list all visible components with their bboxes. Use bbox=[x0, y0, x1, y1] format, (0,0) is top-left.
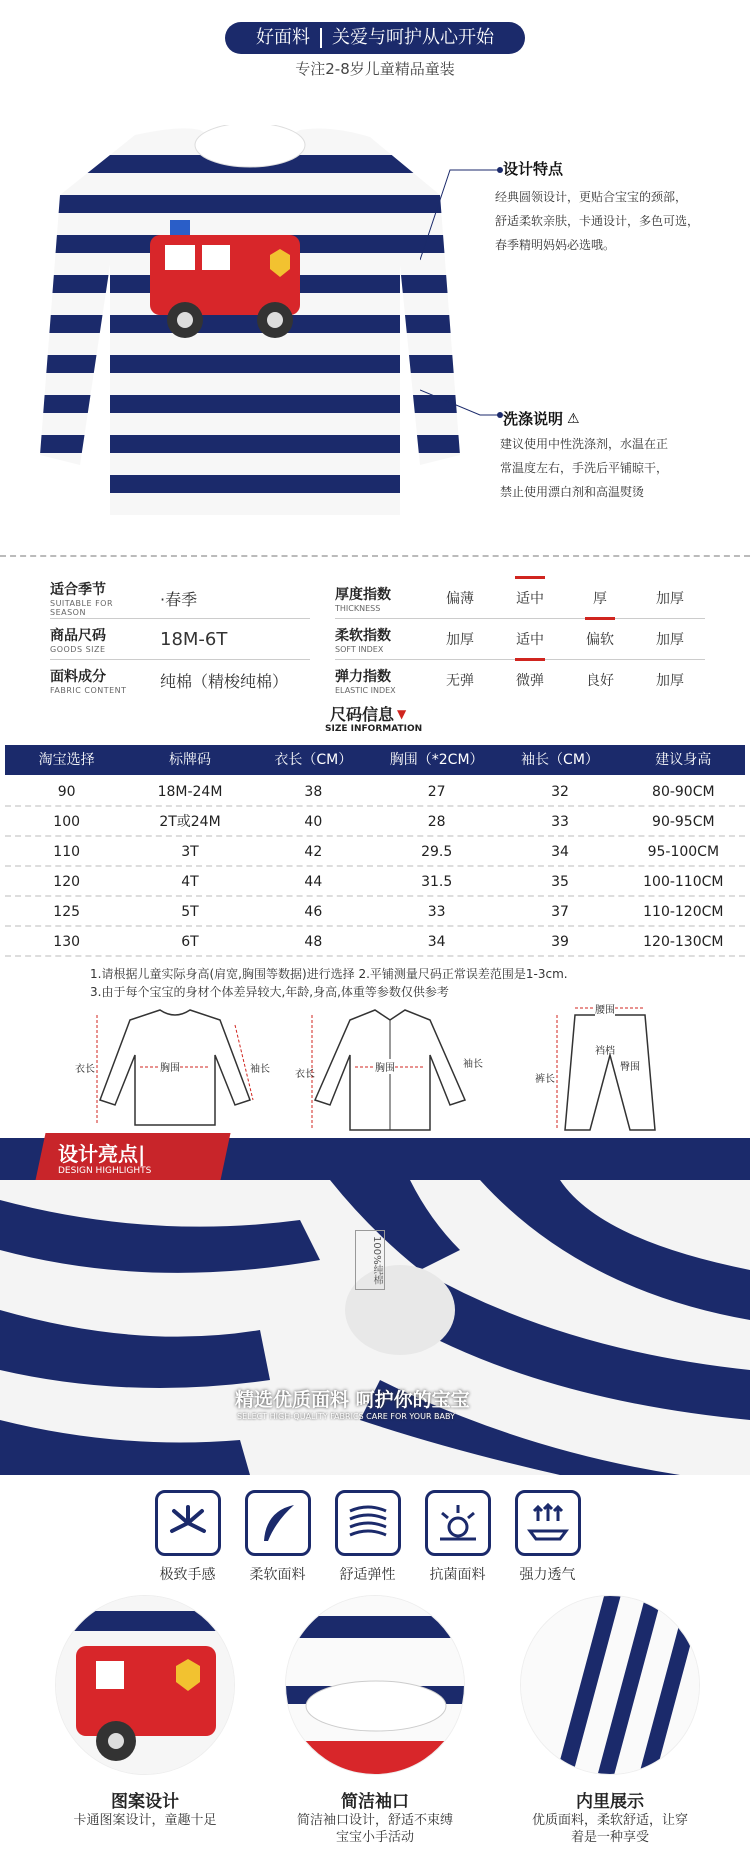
table-cell: 110 bbox=[53, 844, 81, 860]
feature-text: 宝宝小手活动 bbox=[335, 1830, 414, 1845]
size-note: 3.由于每个宝宝的身材个体差异较大,年龄,身高,体重等参数仅供参考 bbox=[90, 985, 449, 999]
feature-inner bbox=[500, 1595, 720, 1846]
index-option-selected: 偏软 bbox=[565, 629, 635, 649]
size-table-header bbox=[5, 745, 745, 775]
table-cell: 48 bbox=[304, 934, 323, 950]
wash-line: 常温度左右，手洗后平铺晾干， bbox=[500, 461, 669, 475]
index-option: 良好 bbox=[586, 673, 614, 689]
header-pill-right: 关爱与呵护从心开始 bbox=[332, 27, 494, 48]
size-info-title: 尺码信息 bbox=[330, 705, 395, 724]
size-header-cell: 标牌码 bbox=[168, 752, 211, 768]
design-feature-line: 舒适柔软亲肤，卡通设计，多色可选， bbox=[495, 214, 700, 228]
header-subtitle: 专注2-8岁儿童精品童装 bbox=[295, 60, 455, 78]
size-note: 1.请根据儿童实际身高(肩宽,胸围等数据)进行选择 2.平铺测量尺码正常误差范围是1-3cm. bbox=[90, 967, 568, 981]
diagram-label: 衣长 bbox=[295, 1069, 315, 1080]
wave-icon bbox=[335, 1490, 401, 1556]
wash-title-row bbox=[503, 408, 580, 429]
cuff-photo bbox=[285, 1595, 465, 1775]
index-row bbox=[335, 660, 705, 700]
table-cell: 18M-24M bbox=[157, 784, 223, 800]
size-header-cell: 衣长（CM） bbox=[274, 752, 353, 768]
attribute-row bbox=[50, 619, 310, 659]
index-option: 加厚 bbox=[656, 591, 684, 607]
table-cell: 39 bbox=[551, 934, 569, 950]
table-cell: 37 bbox=[551, 904, 569, 920]
feature-text: 简洁袖口设计，舒适不束缚 bbox=[296, 1813, 453, 1828]
attribute-value: 18M-6T bbox=[160, 628, 228, 650]
index-option: 无弹 bbox=[446, 673, 474, 689]
pattern-photo bbox=[55, 1595, 235, 1775]
attribute-value: 纯棉（精梭纯棉） bbox=[160, 671, 289, 691]
diagram-label: 裆档 bbox=[595, 1046, 615, 1057]
table-cell: 38 bbox=[304, 784, 323, 800]
feature-icon-label: 舒适弹性 bbox=[339, 1567, 396, 1583]
attribute-en: FABRIC CONTENT bbox=[50, 685, 127, 695]
fabric-photo bbox=[0, 1180, 750, 1475]
highlight-tag-en: DESIGN HIGHLIGHTS bbox=[58, 1166, 152, 1176]
diagram-label: 袖长 bbox=[250, 1064, 270, 1075]
index-option: 厚 bbox=[593, 591, 607, 607]
index-option-selected: 适中 bbox=[495, 588, 565, 608]
table-row bbox=[5, 928, 745, 957]
table-cell: 130 bbox=[53, 934, 81, 950]
header-separator bbox=[320, 28, 322, 48]
feature-icon-item bbox=[330, 1490, 405, 1584]
feature-icon-label: 抗菌面料 bbox=[429, 1567, 486, 1583]
attribute-en: SUITABLE FOR SEASON bbox=[50, 599, 114, 617]
feature-pattern bbox=[35, 1595, 255, 1829]
size-header-cell: 淘宝选择 bbox=[38, 752, 95, 768]
table-cell: 90 bbox=[57, 784, 76, 800]
index-option: 加厚 bbox=[446, 632, 474, 648]
table-cell: 125 bbox=[53, 904, 81, 920]
table-cell: 80-90CM bbox=[652, 784, 715, 800]
index-en: ELASTIC INDEX bbox=[335, 685, 396, 695]
wash-text bbox=[500, 432, 740, 504]
design-feature-line: 春季精明妈妈必选哦。 bbox=[495, 238, 616, 252]
feature-icons bbox=[150, 1490, 585, 1584]
diagram-label: 臀围 bbox=[620, 1062, 640, 1073]
diagram-label: 衣长 bbox=[75, 1064, 95, 1075]
header-pill bbox=[225, 22, 525, 54]
header-pill-left: 好面料 bbox=[256, 27, 310, 48]
table-cell: 6T bbox=[181, 934, 199, 950]
down-triangle-icon: ▼ bbox=[397, 706, 407, 721]
feature-icon-item bbox=[510, 1490, 585, 1584]
tshirt-measure-diagram bbox=[75, 1005, 275, 1135]
index-option-selected: 微弹 bbox=[495, 670, 565, 690]
size-header-cell: 建议身高 bbox=[655, 752, 712, 768]
cotton-label: 100%纯棉 bbox=[355, 1230, 385, 1290]
diagram-label: 胸围 bbox=[375, 1059, 395, 1074]
table-cell: 34 bbox=[551, 844, 569, 860]
feature-icon-label: 柔软面料 bbox=[249, 1567, 306, 1583]
table-cell: 90-95CM bbox=[652, 814, 715, 830]
index-selected-mark bbox=[515, 576, 545, 579]
table-cell: 5T bbox=[181, 904, 199, 920]
table-cell: 44 bbox=[304, 874, 323, 890]
index-selected-mark bbox=[515, 658, 545, 661]
table-cell: 46 bbox=[304, 904, 323, 920]
table-cell: 4T bbox=[181, 874, 199, 890]
feature-icon-item bbox=[240, 1490, 315, 1584]
table-row bbox=[5, 778, 745, 807]
feature-text: 优质面料，柔软舒适，让穿 bbox=[531, 1813, 688, 1828]
feature-cuff bbox=[265, 1595, 485, 1846]
breathable-icon bbox=[515, 1490, 581, 1556]
hand-icon bbox=[155, 1490, 221, 1556]
table-cell: 100-110CM bbox=[643, 874, 724, 890]
feature-text: 着是一种享受 bbox=[570, 1830, 649, 1845]
section-divider bbox=[0, 555, 750, 557]
feature-title: 简洁袖口 bbox=[341, 1792, 409, 1812]
table-row bbox=[5, 898, 745, 927]
table-cell: 33 bbox=[551, 814, 569, 830]
size-header-cell: 袖长（CM） bbox=[521, 752, 599, 768]
fabric-title: 精选优质面料 呵护你的宝宝 bbox=[235, 1389, 470, 1411]
diagram-label: 袖长 bbox=[463, 1059, 483, 1070]
attribute-value: ·春季 bbox=[160, 589, 198, 609]
pants-measure-diagram bbox=[535, 1000, 685, 1135]
attribute-row bbox=[50, 660, 310, 700]
table-cell: 29.5 bbox=[421, 844, 453, 860]
wash-title: 洗涤说明 bbox=[503, 410, 564, 428]
index-option: 加厚 bbox=[656, 632, 684, 648]
table-cell: 42 bbox=[304, 844, 323, 860]
feature-title: 图案设计 bbox=[111, 1792, 179, 1812]
highlight-tag: 设计亮点| bbox=[58, 1142, 146, 1166]
shirt-measure-diagram bbox=[290, 1005, 490, 1135]
attribute-title: 适合季节 bbox=[50, 582, 106, 598]
feather-icon bbox=[245, 1490, 311, 1556]
index-en: SOFT INDEX bbox=[335, 644, 384, 654]
table-row bbox=[5, 808, 745, 837]
design-feature-title: 设计特点 bbox=[503, 160, 564, 178]
index-en: THICKNESS bbox=[335, 603, 381, 613]
wash-line: 禁止使用漂白剂和高温熨烫 bbox=[500, 485, 645, 499]
table-row bbox=[5, 868, 745, 897]
table-cell: 100 bbox=[53, 814, 81, 830]
size-header-cell: 胸围（*2CM） bbox=[389, 752, 484, 768]
diagram-label: 胸围 bbox=[160, 1059, 180, 1074]
attribute-title: 面料成分 bbox=[50, 668, 106, 685]
table-row bbox=[5, 838, 745, 867]
table-cell: 3T bbox=[181, 844, 199, 860]
feature-icon-item bbox=[420, 1490, 495, 1584]
attribute-row bbox=[50, 578, 310, 618]
warning-icon: ⚠ bbox=[567, 410, 580, 427]
sun-icon bbox=[425, 1490, 491, 1556]
feature-icon-label: 强力透气 bbox=[519, 1567, 576, 1583]
index-list bbox=[335, 578, 705, 700]
table-cell: 32 bbox=[551, 784, 569, 800]
index-row bbox=[335, 619, 705, 659]
table-cell: 40 bbox=[304, 814, 323, 830]
feature-text: 卡通图案设计，童趣十足 bbox=[73, 1813, 217, 1828]
index-title: 柔软指数 bbox=[335, 627, 391, 644]
diagram-label: 腰围 bbox=[595, 1001, 615, 1016]
design-feature-text bbox=[495, 185, 735, 257]
table-cell: 120-130CM bbox=[643, 934, 724, 950]
diagram-label: 裤长 bbox=[535, 1074, 555, 1085]
index-title: 厚度指数 bbox=[335, 586, 391, 603]
index-row bbox=[335, 578, 705, 618]
attribute-list bbox=[50, 578, 310, 700]
table-cell: 34 bbox=[427, 934, 446, 950]
table-cell: 2T或24M bbox=[159, 814, 221, 830]
table-cell: 33 bbox=[427, 904, 446, 920]
attribute-en: GOODS SIZE bbox=[50, 644, 106, 654]
shirt-image bbox=[40, 125, 460, 525]
feature-title: 内里展示 bbox=[576, 1792, 644, 1812]
wash-line: 建议使用中性洗涤剂，水温在正 bbox=[500, 437, 669, 451]
index-option: 适中 bbox=[516, 632, 544, 648]
feature-icon-label: 极致手感 bbox=[159, 1567, 216, 1583]
table-cell: 120 bbox=[53, 874, 81, 890]
index-option: 偏薄 bbox=[446, 591, 474, 607]
design-feature-line: 经典圆领设计，更贴合宝宝的颈部， bbox=[495, 190, 688, 204]
attribute-title: 商品尺码 bbox=[50, 627, 106, 644]
table-cell: 28 bbox=[427, 814, 446, 830]
fabric-subtitle: SELECT HIGH-QUALITY FABRICS CARE FOR YOUR BABY bbox=[237, 1412, 455, 1421]
table-cell: 31.5 bbox=[421, 874, 453, 890]
index-option: 加厚 bbox=[656, 673, 684, 689]
index-selected-mark bbox=[585, 617, 615, 620]
feature-icon-item bbox=[150, 1490, 225, 1584]
table-cell: 35 bbox=[551, 874, 569, 890]
table-cell: 27 bbox=[427, 784, 446, 800]
inner-photo bbox=[520, 1595, 700, 1775]
index-title: 弹力指数 bbox=[335, 668, 391, 685]
table-cell: 110-120CM bbox=[643, 904, 724, 920]
size-info-title-en: SIZE INFORMATION bbox=[325, 724, 423, 734]
table-cell: 95-100CM bbox=[647, 844, 720, 860]
size-info-title-row bbox=[330, 702, 406, 725]
